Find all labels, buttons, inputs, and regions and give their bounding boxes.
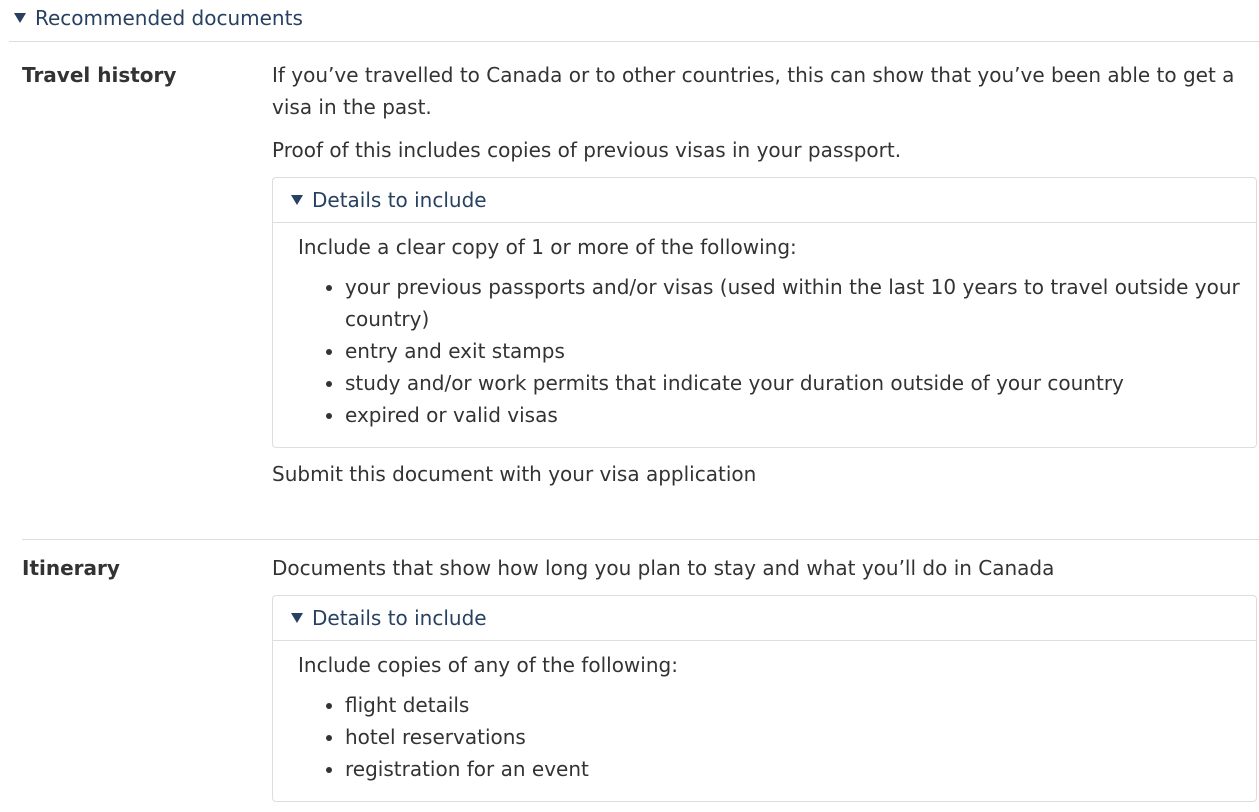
divider <box>9 41 1259 42</box>
itinerary-label: Itinerary <box>22 556 120 580</box>
travel-history-label: Travel history <box>22 63 177 87</box>
travel-history-content <box>272 59 1257 501</box>
divider <box>22 539 1259 540</box>
list-item: • hotel reservations <box>345 721 1240 753</box>
triangle-down-icon <box>291 613 303 623</box>
list-item: • registration for an event <box>345 753 1240 785</box>
triangle-down-icon <box>291 195 303 205</box>
travel-history-details <box>272 177 1257 448</box>
travel-history-details-toggle[interactable] <box>273 178 1256 223</box>
details-summary-label: Details to include <box>312 188 487 212</box>
itinerary-content <box>272 552 1257 812</box>
list-item: • entry and exit stamps <box>345 335 1240 367</box>
list-item: • study and/or work permits that indicate your duration outside of your country <box>345 367 1240 399</box>
list-item: • your previous passports and/or visas (used within the last 10 years to travel outside your country) <box>345 271 1240 335</box>
itinerary-details-body <box>273 641 1256 801</box>
triangle-down-icon <box>14 13 26 23</box>
details-intro: Include a clear copy of 1 or more of the following: <box>298 235 797 259</box>
travel-history-submit-note: Submit this document with your visa application <box>272 462 757 486</box>
details-list <box>298 271 1240 431</box>
itinerary-details <box>272 595 1257 802</box>
travel-history-details-body <box>273 223 1256 447</box>
itinerary-details-toggle[interactable] <box>273 596 1256 641</box>
list-item: • flight details <box>345 689 1240 721</box>
travel-history-proof: Proof of this includes copies of previous visas in your passport. <box>272 138 902 162</box>
itinerary-description: Documents that show how long you plan to stay and what you’ll do in Canada <box>272 556 1055 580</box>
recommended-documents-label: Recommended documents <box>35 6 303 30</box>
details-summary-label: Details to include <box>312 606 487 630</box>
details-intro: Include copies of any of the following: <box>298 653 678 677</box>
recommended-documents-toggle[interactable] <box>14 2 303 34</box>
list-item: • expired or valid visas <box>345 399 1240 431</box>
details-list <box>298 689 1240 785</box>
travel-history-description: If you’ve travelled to Canada or to other countries, this can show that you’ve been able to get a visa in the past. <box>272 63 1235 119</box>
